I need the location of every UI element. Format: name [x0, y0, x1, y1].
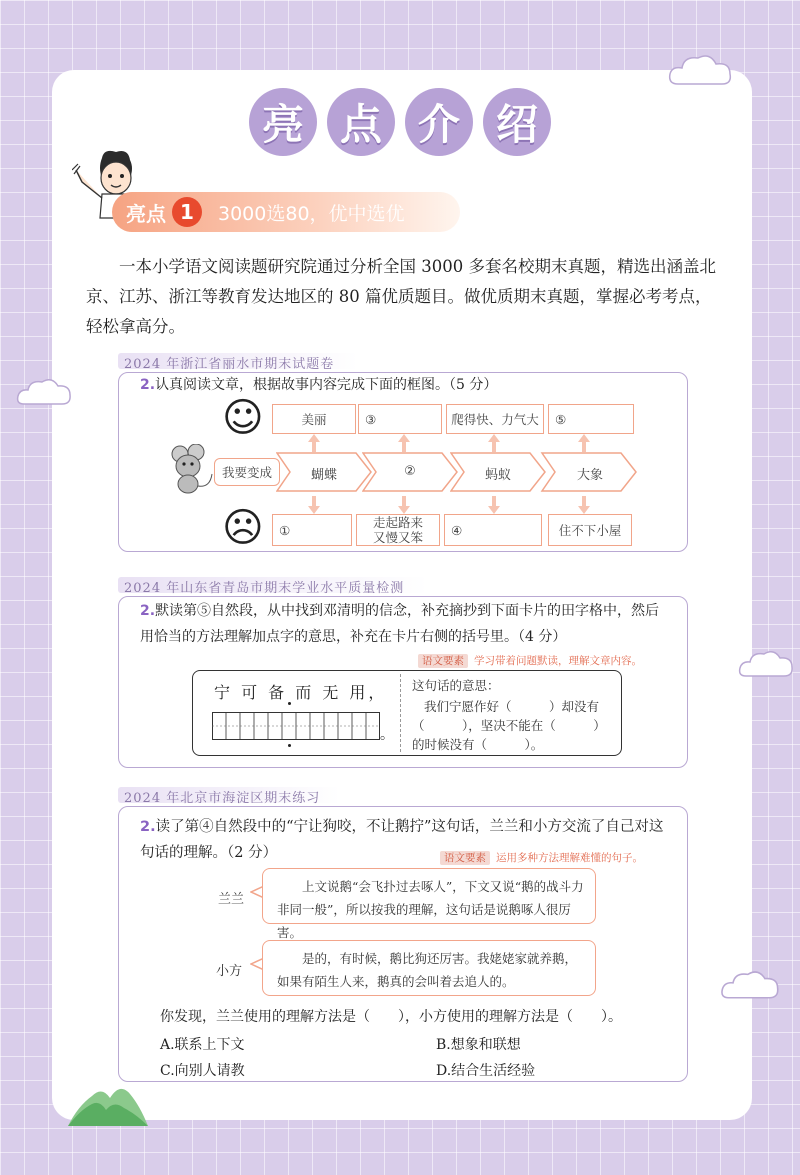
- cloud-decoration-top-right: [668, 52, 734, 88]
- sad-face-icon: ☹: [222, 505, 264, 551]
- cloud-decoration-right: [738, 648, 796, 680]
- cloud-decoration-left: [16, 376, 72, 408]
- highlight-number-badge: 1: [172, 197, 202, 227]
- meaning-line: 我们宁愿作好（ ）却没有: [424, 699, 600, 714]
- cloud-decoration-bottom: [720, 968, 780, 1002]
- highlight-label: 亮点: [126, 201, 166, 226]
- question-number: 2.: [140, 819, 156, 835]
- skill-tag-description: 运用多种方法理解难懂的句子。: [496, 852, 643, 864]
- start-label-box: 我要变成: [214, 458, 280, 486]
- meaning-line: 的时候没有（ ）。: [412, 737, 544, 752]
- question-prompt: [140, 372, 680, 398]
- question-source: 2024 年北京市海淀区期末练习: [124, 791, 321, 806]
- title-char: 点: [327, 88, 395, 156]
- answer-box-bottom: 走起路来 又慢又笨: [356, 514, 440, 546]
- question-text: 读了第④自然段中的“宁让狗咬，不让鹅拧”这句话，兰兰和小方交流了自己对这句话的理解。（2 分）: [140, 819, 664, 861]
- mouse-icon: [166, 444, 216, 494]
- skill-tag-row: [440, 846, 643, 865]
- question-text: 默读第⑤自然段，从中找到邓清明的信念，补充摘抄到下面卡片的田字格中，然后用恰当的方法理解加点字的意思，补充在卡片右侧的括号里。（4 分）: [140, 603, 660, 645]
- question-number: 2.: [140, 377, 156, 393]
- answer-option[interactable]: D.结合生活经验: [436, 1063, 536, 1079]
- speaker-name: 小方: [216, 964, 243, 979]
- title-char: 介: [405, 88, 473, 156]
- question-text: 认真阅读文章，根据故事内容完成下面的框图。（5 分）: [155, 377, 498, 393]
- answer-option[interactable]: A.联系上下文: [160, 1037, 245, 1053]
- highlight-text: 3000选80，优中选优: [218, 202, 405, 225]
- skill-tag-row: [418, 649, 642, 668]
- speech-bubble: 上文说鹅“会飞扑过去啄人”，下文又说“鹅的战斗力非同一般”，所以按我的理解，这句话是说鹅啄人很厉害。: [262, 868, 596, 924]
- tianzige-grid: [212, 712, 380, 740]
- answer-box-top: 美丽: [272, 404, 356, 434]
- answer-box-top: 爬得快、力气大: [446, 404, 544, 434]
- chevron-label: ②: [404, 464, 416, 479]
- char-dot: [288, 702, 291, 705]
- answer-box-bottom: ①: [272, 514, 352, 546]
- chevron-label: 蚂蚁: [484, 468, 511, 483]
- skill-tag-description: 学习带着问题默读，理解文章内容。: [474, 655, 642, 667]
- mountain-decoration: [68, 1080, 148, 1126]
- answer-box-top: ⑤: [548, 404, 634, 434]
- question-number: 2.: [140, 603, 156, 619]
- chevron-label: 蝴蝶: [310, 468, 337, 483]
- smiley-face-icon: ☺: [222, 395, 264, 441]
- chevron-label: 大象: [576, 468, 603, 483]
- card-dashed-divider: [400, 674, 401, 752]
- card-period: 。: [380, 727, 394, 743]
- question-source: 2024 年山东省青岛市期末学业水平质量检测: [124, 581, 405, 596]
- speaker-name: 兰兰: [218, 892, 245, 907]
- page-title: [0, 88, 800, 156]
- answer-box-bottom: ④: [444, 514, 542, 546]
- question-prompt: [140, 598, 670, 650]
- skill-tag: 语文要素: [418, 654, 468, 668]
- meaning-line: （ ），坚决不能在（ ）: [412, 718, 606, 733]
- intro-paragraph: 一本小学语文阅读题研究院通过分析全国 3000 多套名校期末真题，精选出涵盖北京、江苏、浙江等教育发达地区的 80 篇优质题目。做优质期末真题，掌握必考考点，轻松拿高分。: [86, 257, 716, 336]
- title-char: 亮: [249, 88, 317, 156]
- title-char: 绍: [483, 88, 551, 156]
- answer-box-bottom: 住不下小屋: [548, 514, 632, 546]
- answer-option[interactable]: B.想象和联想: [436, 1037, 521, 1053]
- question-source: 2024 年浙江省丽水市期末试题卷: [124, 357, 335, 372]
- speech-bubble: 是的，有时候，鹅比狗还厉害。我姥姥家就养鹅，如果有陌生人来，鹅真的会叫着去追人的。: [262, 940, 596, 996]
- answer-box-top: ③: [358, 404, 442, 434]
- char-dot: [288, 744, 291, 747]
- arrow-icons: [270, 434, 640, 514]
- meaning-title: 这句话的意思：: [412, 678, 500, 693]
- skill-tag: 语文要素: [440, 851, 490, 865]
- question-stem: 你发现，兰兰使用的理解方法是（ ），小方使用的理解方法是（ ）。: [160, 1009, 622, 1025]
- highlight-banner: [112, 192, 460, 232]
- card-sentence: 宁 可 备 而 无 用，: [214, 683, 388, 702]
- answer-option[interactable]: C.向别人请教: [160, 1063, 245, 1079]
